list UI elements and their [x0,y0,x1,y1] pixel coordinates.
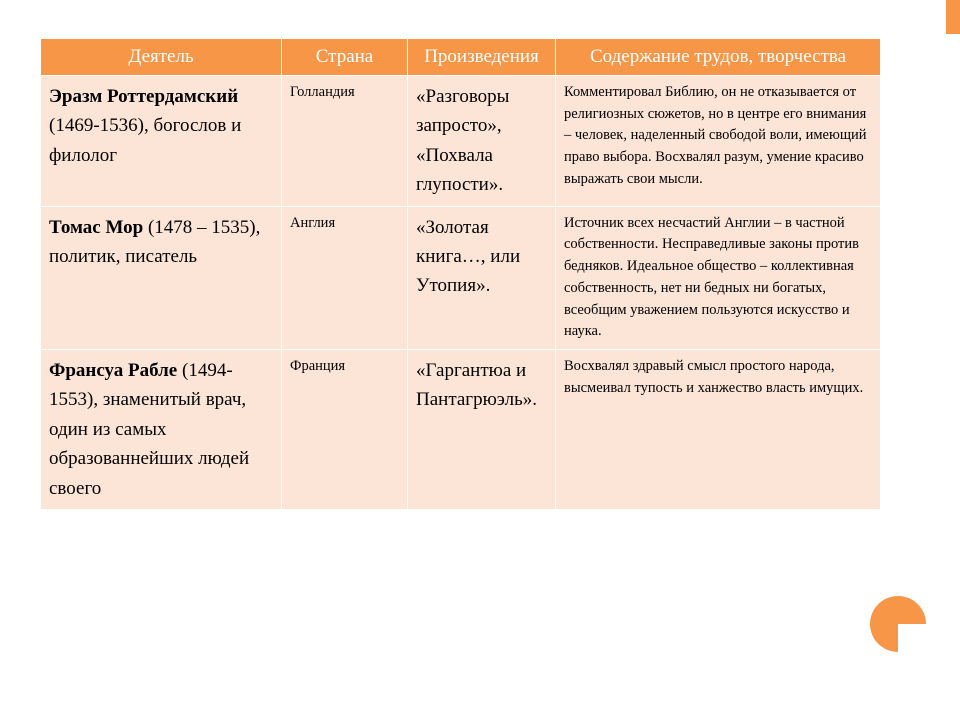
cell-content: Источник всех несчастий Англии – в частной собственности. Несправедливые законы против бедняков. Идеальное общество – коллективная собственность, нет ни бедных ни богатых, всеобщим уважением пользуются искусство и наука. [556,206,881,350]
table-row [41,206,881,350]
decoration-circle-mask [898,624,926,654]
person-details: (1469-1536), богослов и филолог [49,115,242,166]
person-name: Томас Мор [49,216,144,238]
decoration-top-right-gap [938,0,946,34]
content-table-wrapper [40,38,880,510]
column-header-content: Содержание трудов, творчества [556,39,881,76]
person-name: Франсуа Рабле [49,360,178,381]
cell-person [41,75,282,206]
column-header-country: Страна [282,39,408,76]
cell-works: «Разговоры запросто», «Похвала глупости». [408,75,556,206]
cell-person [41,206,282,350]
cell-country: Голландия [282,75,408,206]
table-header-row [41,39,881,76]
cell-person [41,350,282,510]
table-row [41,350,881,510]
cell-works: «Золотая книга…, или Утопия». [408,206,556,350]
person-details: (1494-1553), знаменитый врач, один из самых образованнейших людей своего [49,360,250,499]
cell-country: Англия [282,206,408,350]
person-name: Эразм Роттердамский [49,85,239,107]
cell-works: «Гаргантюа и Пантагрюэль». [408,350,556,510]
cell-content: Комментировал Библию, он не отказывается от религиозных сюжетов, но в центре его внимания – человек, наделенный свободой воли, имеющий право выбора. Восхвалял разум, умение красиво выражать свои мысли. [556,75,881,206]
column-header-person: Деятель [41,39,282,76]
table-row [41,75,881,206]
person-details: (1478 – 1535), политик, писатель [49,216,261,267]
column-header-works: Произведения [408,39,556,76]
decoration-top-right-bar [946,0,960,34]
humanists-table [40,38,881,510]
cell-country: Франция [282,350,408,510]
table-header [41,39,881,76]
table-body [41,75,881,509]
cell-content: Восхвалял здравый смысл простого народа, высмеивал тупость и ханжество власть имущих. [556,350,881,510]
